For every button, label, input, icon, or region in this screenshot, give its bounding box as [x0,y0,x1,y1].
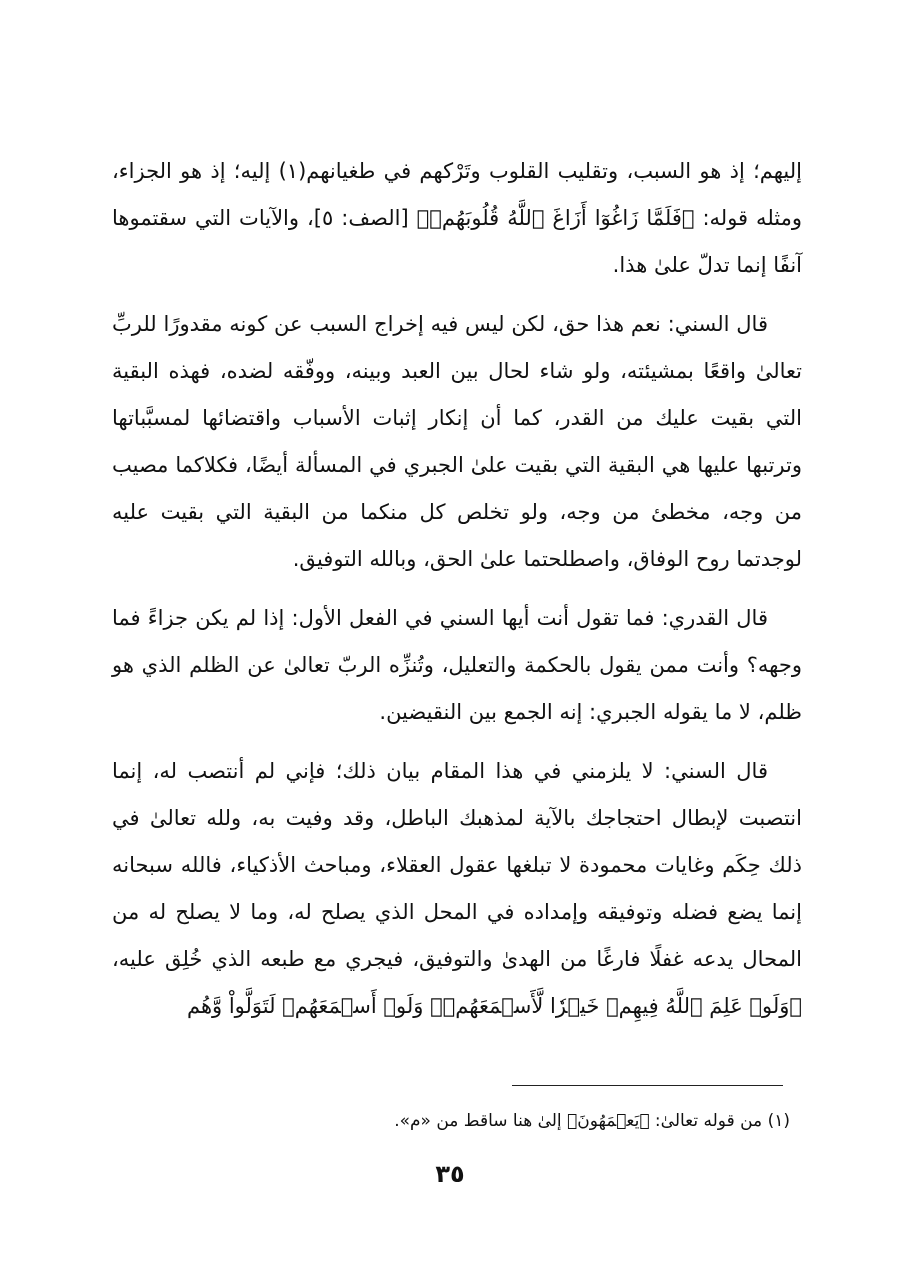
footnote: (١) من قوله تعالىٰ: ﴿يَعۡمَهُونَ﴾ إلىٰ هنا ساقط من «م». [394,1111,790,1131]
paragraph-1: إليهم؛ إذ هو السبب، وتقليب القلوب وتَرْكهم في طغيانهم(١) إليه؛ إذ هو الجزاء، ومثله قوله: ﴿فَلَمَّا زَاغُوٓا أَزَاغَ ٱللَّهُ قُلُوبَهُمۡ﴾ [الصف: ٥]، والآيات التي سقتموها آنفًا إنما تدلّ علىٰ هذا. [112,159,802,277]
page-number: ٣٥ [435,1160,465,1188]
paragraph-4: قال السني: لا يلزمني في هذا المقام بيان ذلك؛ فإني لم أنتصب له، إنما انتصبت لإبطال احتجاجك بالآية لمذهبك الباطل، وقد وفيت به، ولله تعالىٰ في ذلك حِكَم وغايات محمودة لا تبلغها عقول العقلاء، ومباحث الأذكياء، فالله سبحانه إنما يضع فضله وتوفيقه وإمداده في المحل الذي يصلح له، وما لا يصلح له من المحال يدعه غفلًا فارغًا من الهدىٰ والتوفيق، فيجري مع طبعه الذي خُلِق عليه، ﴿وَلَوۡ عَلِمَ ٱللَّهُ فِيهِمۡ خَيۡرٗا لَّأَسۡمَعَهُمۡۖ وَلَوۡ أَسۡمَعَهُمۡ لَتَوَلَّواْ وَّهُم [112,759,802,1018]
paragraph-3: قال القدري: فما تقول أنت أيها السني في الفعل الأول: إذا لم يكن جزاءً فما وجهه؟ وأنت ممن يقول بالحكمة والتعليل، وتُنزِّه الربّ تعالىٰ عن الظلم الذي هو ظلم، لا ما يقوله الجبري: إنه الجمع بين النقيضين. [112,606,802,724]
footnote-separator [512,1085,783,1086]
main-text [112,148,802,1042]
paragraph-2: قال السني: نعم هذا حق، لكن ليس فيه إخراج السبب عن كونه مقدورًا للربِّ تعالىٰ واقعًا بمشيئته، ولو شاء لحال بين العبد وبينه، ووفّقه لضده، فهذه البقية التي بقيت عليك من القدر، كما أن إنكار إثبات الأسباب واقتضائها لمسبَّباتها وترتبها عليها هي البقية التي بقيت علىٰ الجبري في المسألة أيضًا، فكلاكما مصيب من وجه، مخطئ من وجه، ولو تخلص كل منكما من البقية التي بقيت عليه لوجدتما روح الوفاق، واصطلحتما علىٰ الحق، وبالله التوفيق. [112,312,802,571]
